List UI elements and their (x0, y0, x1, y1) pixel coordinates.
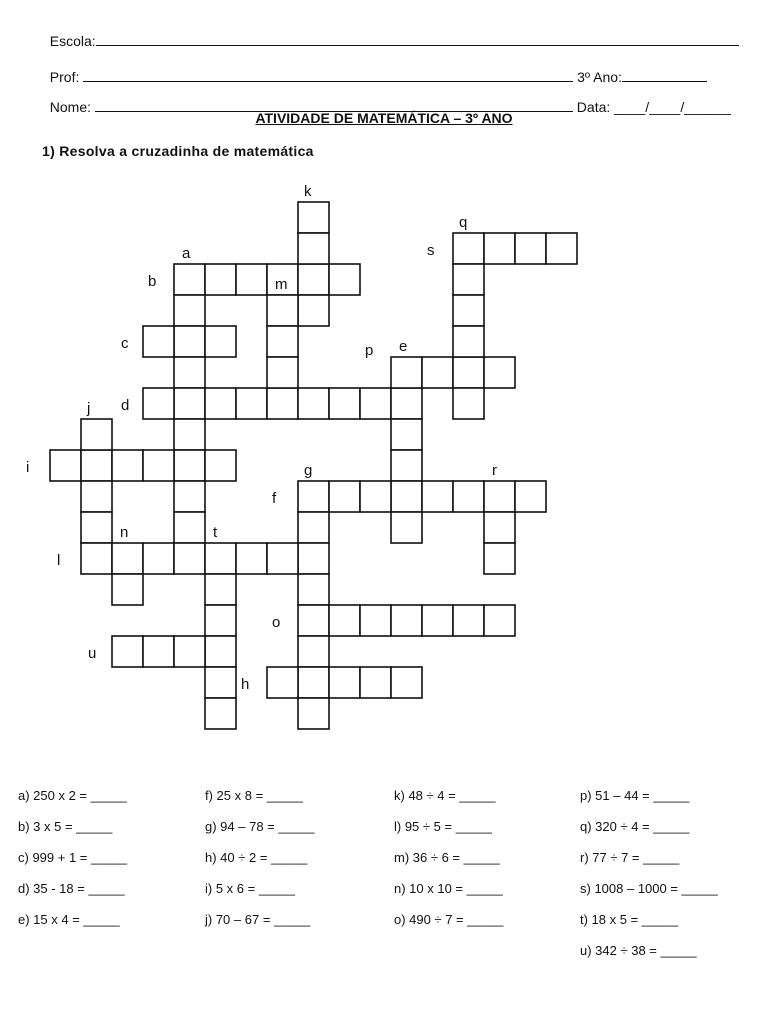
crossword-cell[interactable] (453, 326, 484, 357)
crossword-cell[interactable] (453, 233, 484, 264)
crossword-cell[interactable] (391, 450, 422, 481)
clue-j: j) 70 – 67 = _____ (205, 912, 311, 927)
name-label: Nome: (49, 99, 92, 115)
clue-r: r) 77 ÷ 7 = _____ (580, 850, 680, 865)
crossword-cell[interactable] (298, 667, 329, 698)
crossword-cell[interactable] (236, 543, 267, 574)
crossword-cell[interactable] (205, 543, 236, 574)
crossword-cell[interactable] (453, 295, 484, 326)
crossword-cell[interactable] (174, 543, 205, 574)
crossword-cell[interactable] (360, 667, 391, 698)
crossword-cell[interactable] (267, 543, 298, 574)
clue-p: p) 51 – 44 = _____ (580, 788, 690, 803)
crossword-cell[interactable] (422, 481, 453, 512)
crossword-cell[interactable] (360, 605, 391, 636)
crossword-cell[interactable] (81, 450, 112, 481)
crossword-cell[interactable] (143, 450, 174, 481)
crossword-cell[interactable] (484, 605, 515, 636)
grade-label: 3º Ano: (577, 69, 622, 85)
crossword-cell[interactable] (360, 481, 391, 512)
crossword-cell[interactable] (453, 481, 484, 512)
crossword-label-p: p (365, 342, 374, 359)
clue-c: c) 999 + 1 = _____ (18, 850, 128, 865)
clue-s: s) 1008 – 1000 = _____ (580, 881, 718, 896)
crossword-cell[interactable] (205, 698, 236, 729)
crossword-cell[interactable] (422, 605, 453, 636)
crossword-label-l: l (57, 552, 61, 569)
crossword-cell[interactable] (112, 450, 143, 481)
crossword-cell[interactable] (329, 264, 360, 295)
crossword-cell[interactable] (298, 605, 329, 636)
crossword-cell[interactable] (174, 419, 205, 450)
crossword-label-g: g (304, 462, 313, 479)
crossword-cell[interactable] (329, 605, 360, 636)
crossword-cell[interactable] (391, 512, 422, 543)
crossword-cell[interactable] (515, 481, 546, 512)
crossword-cell[interactable] (174, 357, 205, 388)
date-field[interactable]: ____/____/______ (614, 99, 731, 115)
crossword-cell[interactable] (298, 202, 329, 233)
crossword-cell[interactable] (391, 481, 422, 512)
crossword-cell[interactable] (391, 605, 422, 636)
crossword-cell[interactable] (205, 388, 236, 419)
crossword-cell[interactable] (453, 357, 484, 388)
crossword-cell[interactable] (298, 233, 329, 264)
clue-d: d) 35 - 18 = _____ (18, 881, 125, 896)
crossword-cell[interactable] (267, 295, 298, 326)
question-1: 1) Resolva a cruzadinha de matemática (42, 143, 314, 159)
crossword-cell[interactable] (267, 326, 298, 357)
crossword-cell[interactable] (205, 326, 236, 357)
crossword-cell[interactable] (236, 264, 267, 295)
crossword-label-c: c (121, 335, 129, 352)
crossword-cell[interactable] (81, 481, 112, 512)
crossword-cell[interactable] (112, 543, 143, 574)
crossword-cell[interactable] (484, 543, 515, 574)
crossword-cell[interactable] (267, 388, 298, 419)
crossword-label-f: f (272, 490, 277, 507)
crossword-cell[interactable] (143, 636, 174, 667)
crossword-cell[interactable] (81, 512, 112, 543)
clue-l: l) 95 ÷ 5 = _____ (394, 819, 492, 834)
clue-f: f) 25 x 8 = _____ (205, 788, 303, 803)
crossword-cell[interactable] (298, 698, 329, 729)
crossword-label-h: h (241, 676, 250, 693)
crossword-cell[interactable] (81, 543, 112, 574)
crossword-cell[interactable] (298, 295, 329, 326)
crossword-label-j: j (87, 400, 91, 417)
crossword-cell[interactable] (391, 419, 422, 450)
crossword-label-b: b (148, 273, 157, 290)
crossword-cell[interactable] (236, 388, 267, 419)
crossword-cell[interactable] (143, 543, 174, 574)
clue-t: t) 18 x 5 = _____ (580, 912, 678, 927)
clue-k: k) 48 ÷ 4 = _____ (394, 788, 496, 803)
crossword-label-s: s (427, 242, 435, 259)
crossword-cell[interactable] (174, 481, 205, 512)
crossword-cell[interactable] (174, 264, 205, 295)
crossword-cell[interactable] (298, 636, 329, 667)
clue-i: i) 5 x 6 = _____ (205, 881, 295, 896)
crossword-cell[interactable] (360, 388, 391, 419)
crossword-cell[interactable] (174, 636, 205, 667)
crossword-cell[interactable] (298, 264, 329, 295)
crossword-cell[interactable] (267, 667, 298, 698)
crossword-cell[interactable] (112, 636, 143, 667)
clue-o: o) 490 ÷ 7 = _____ (394, 912, 504, 927)
clue-b: b) 3 x 5 = _____ (18, 819, 113, 834)
clue-h: h) 40 ÷ 2 = _____ (205, 850, 308, 865)
clue-a: a) 250 x 2 = _____ (18, 788, 127, 803)
crossword-cell[interactable] (298, 543, 329, 574)
clue-e: e) 15 x 4 = _____ (18, 912, 120, 927)
crossword-cell[interactable] (174, 512, 205, 543)
crossword-label-r: r (492, 462, 497, 479)
crossword-cell[interactable] (546, 233, 577, 264)
crossword-cell[interactable] (298, 481, 329, 512)
crossword-cell[interactable] (391, 388, 422, 419)
crossword-cell[interactable] (81, 419, 112, 450)
crossword-label-n: n (120, 524, 129, 541)
crossword-label-u: u (88, 645, 97, 662)
crossword-label-a: a (182, 245, 191, 262)
crossword-cell[interactable] (174, 326, 205, 357)
crossword-cell[interactable] (298, 574, 329, 605)
crossword-cell[interactable] (205, 605, 236, 636)
clue-q: q) 320 ÷ 4 = _____ (580, 819, 690, 834)
crossword-cell[interactable] (267, 357, 298, 388)
crossword-cell[interactable] (453, 605, 484, 636)
sheet-title: ATIVIDADE DE MATEMÁTICA – 3º ANO (255, 110, 513, 126)
crossword-label-e: e (399, 338, 408, 355)
crossword-cell[interactable] (484, 481, 515, 512)
crossword-cell[interactable] (143, 388, 174, 419)
crossword-cell[interactable] (205, 574, 236, 605)
crossword-cell[interactable] (298, 512, 329, 543)
crossword-cell[interactable] (205, 636, 236, 667)
crossword-cell[interactable] (329, 388, 360, 419)
crossword-cell[interactable] (422, 357, 453, 388)
clue-n: n) 10 x 10 = _____ (394, 881, 503, 896)
crossword-cell[interactable] (453, 264, 484, 295)
clue-m: m) 36 ÷ 6 = _____ (394, 850, 500, 865)
crossword-cell[interactable] (391, 357, 422, 388)
crossword-cell[interactable] (205, 667, 236, 698)
crossword-label-t: t (213, 524, 218, 541)
crossword-cell[interactable] (174, 450, 205, 481)
crossword-label-i: i (26, 459, 30, 476)
crossword-label-o: o (272, 614, 281, 631)
teacher-label: Prof: (49, 69, 80, 85)
crossword-label-k: k (304, 183, 312, 200)
school-label: Escola: (49, 33, 96, 49)
crossword-cell[interactable] (329, 481, 360, 512)
crossword-label-q: q (459, 214, 468, 231)
crossword-cell[interactable] (484, 233, 515, 264)
crossword-cell[interactable] (391, 667, 422, 698)
crossword-label-m: m (275, 276, 288, 293)
crossword-cell[interactable] (143, 326, 174, 357)
clue-g: g) 94 – 78 = _____ (205, 819, 315, 834)
crossword-cell[interactable] (50, 450, 81, 481)
crossword-cells (50, 202, 577, 729)
crossword-cell[interactable] (174, 295, 205, 326)
crossword-cell[interactable] (484, 357, 515, 388)
crossword-cell[interactable] (298, 388, 329, 419)
crossword-cell[interactable] (205, 264, 236, 295)
crossword-cell[interactable] (484, 512, 515, 543)
crossword-cell[interactable] (174, 388, 205, 419)
crossword-cell[interactable] (515, 233, 546, 264)
clue-u: u) 342 ÷ 38 = _____ (580, 943, 697, 958)
crossword-cell[interactable] (112, 574, 143, 605)
crossword-cell[interactable] (453, 388, 484, 419)
date-label: Data: (576, 99, 611, 115)
crossword-cell[interactable] (329, 667, 360, 698)
crossword-cell[interactable] (205, 450, 236, 481)
crossword-label-d: d (121, 397, 130, 414)
